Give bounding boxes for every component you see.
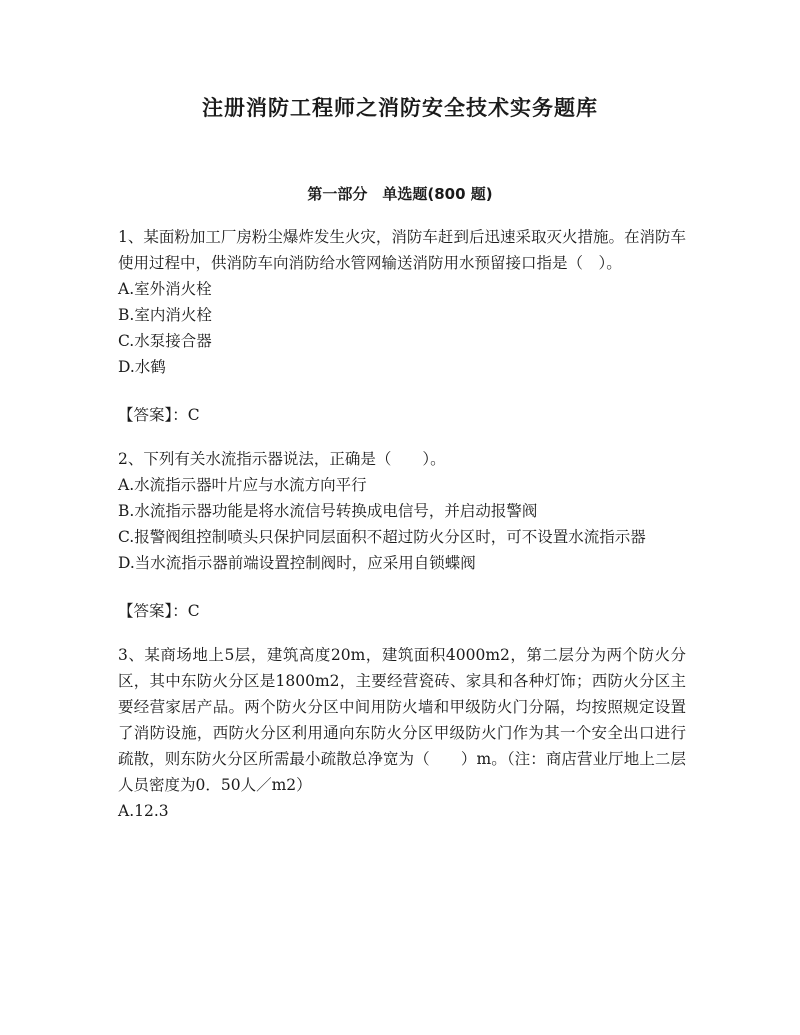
question-1-option-b: B.室内消火栓 bbox=[118, 306, 212, 324]
section-title: 第一部分 单选题(800 题) bbox=[307, 185, 493, 203]
question-2-answer bbox=[118, 598, 686, 624]
question-2-option-b: B.水流指示器功能是将水流信号转换成电信号，并启动报警阀 bbox=[118, 502, 538, 520]
question-2-option-c: C.报警阀组控制喷头只保护同层面积不超过防火分区时，可不设置水流指示器 bbox=[118, 528, 646, 546]
question-3 bbox=[118, 642, 686, 824]
answer-value: C bbox=[187, 406, 200, 424]
document-title: 注册消防工程师之消防安全技术实务题库 bbox=[202, 96, 598, 120]
question-1-text: 1、某面粉加工厂房粉尘爆炸发生火灾，消防车赶到后迅速采取灭火措施。在消防车使用过程中，供消防车向消防给水管网输送消防用水预留接口指是（ ）。 bbox=[118, 228, 686, 272]
question-2 bbox=[118, 446, 686, 624]
question-1-answer bbox=[118, 402, 686, 428]
question-2-text: 2、下列有关水流指示器说法，正确是（ ）。 bbox=[118, 450, 446, 468]
answer-label: 【答案】： bbox=[118, 602, 188, 620]
question-2-option-d: D.当水流指示器前端设置控制阀时，应采用自锁蝶阀 bbox=[118, 554, 476, 572]
question-3-text: 3、某商场地上5层，建筑高度20m，建筑面积4000m2，第二层分为两个防火分区，其中东防火分区是1800m2，主要经营瓷砖、家具和各种灯饰；西防火分区主要经营家居产品。两个防火分区中间用防火墙和甲级防火门分隔，均按照规定设置了消防设施，西防火分区利用通向东防火分区甲级防火门作为其一个安全出口进行疏散，则东防火分区所需最小疏散总净宽为（ ）m。（注：商店营业厅地上二层人员密度为0．50人／m2） bbox=[118, 646, 686, 794]
question-list bbox=[118, 224, 686, 824]
question-1-option-c: C.水泵接合器 bbox=[118, 332, 212, 350]
question-2-option-a: A.水流指示器叶片应与水流方向平行 bbox=[118, 476, 367, 494]
question-1-option-a: A.室外消火栓 bbox=[118, 280, 212, 298]
answer-value: C bbox=[187, 602, 200, 620]
question-3-option-a: A.12.3 bbox=[118, 802, 169, 820]
question-1-option-d: D.水鹤 bbox=[118, 358, 166, 376]
question-1 bbox=[118, 224, 686, 428]
answer-label: 【答案】： bbox=[118, 406, 188, 424]
